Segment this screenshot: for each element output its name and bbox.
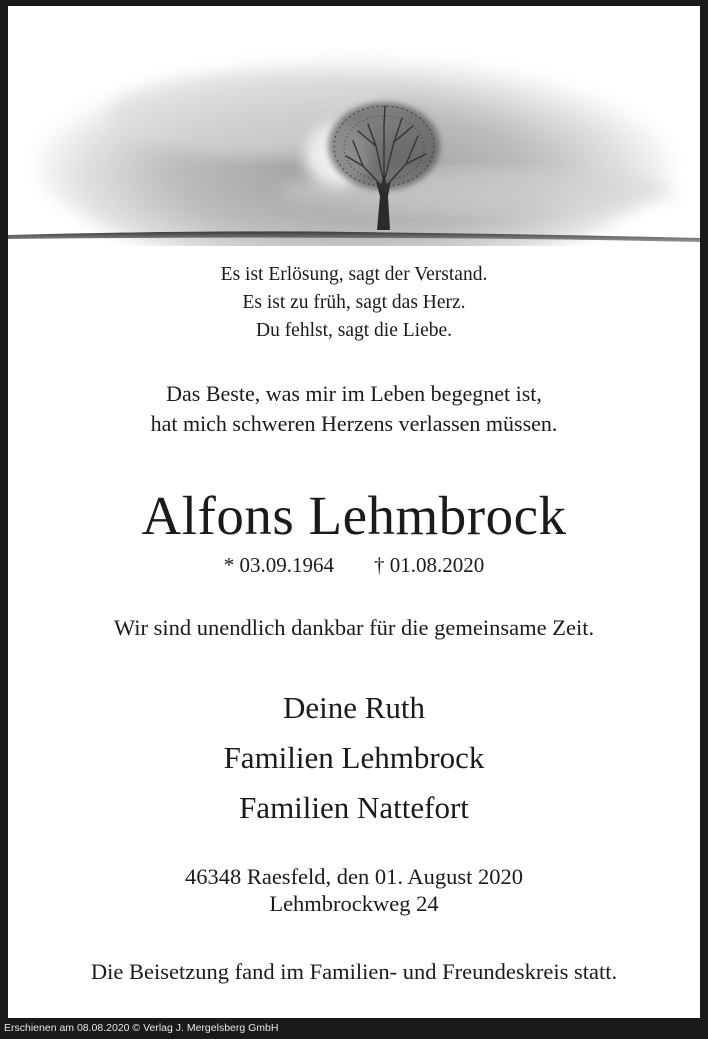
quote-line-3: Du fehlst, sagt die Liebe. (255, 320, 453, 341)
quote-line-1: Es ist Erlösung, sagt der Verstand. (220, 264, 488, 285)
life-dates (8, 552, 700, 578)
mourner-3: Familien Nattefort (239, 790, 469, 825)
thanks-line: Wir sind unendlich dankbar für die gemeinsame Zeit. (113, 615, 595, 640)
tree-landscape-image (8, 6, 700, 246)
obituary-notice (8, 6, 700, 1018)
birth-date: * 03.09.1964 (223, 553, 334, 577)
intro-line-2: hat mich schweren Herzens verlassen müssen. (150, 411, 558, 436)
deceased-name: Alfons Lehmbrock (141, 485, 567, 546)
quote-line-2: Es ist zu früh, sagt das Herz. (242, 292, 466, 313)
street-address: Lehmbrockweg 24 (269, 891, 439, 916)
burial-notice: Die Beisetzung fand im Familien- und Freundeskreis statt. (90, 959, 618, 984)
mourner-2: Familien Lehmbrock (223, 740, 485, 775)
death-date: † 01.08.2020 (374, 553, 485, 577)
publication-footer: Erschienen am 08.08.2020 © Verlag J. Mergelsberg GmbH (4, 1022, 279, 1034)
mourner-1: Deine Ruth (282, 690, 426, 725)
place-date: 46348 Raesfeld, den 01. August 2020 (184, 864, 524, 889)
intro-line-1: Das Beste, was mir im Leben begegnet ist, (166, 381, 542, 406)
